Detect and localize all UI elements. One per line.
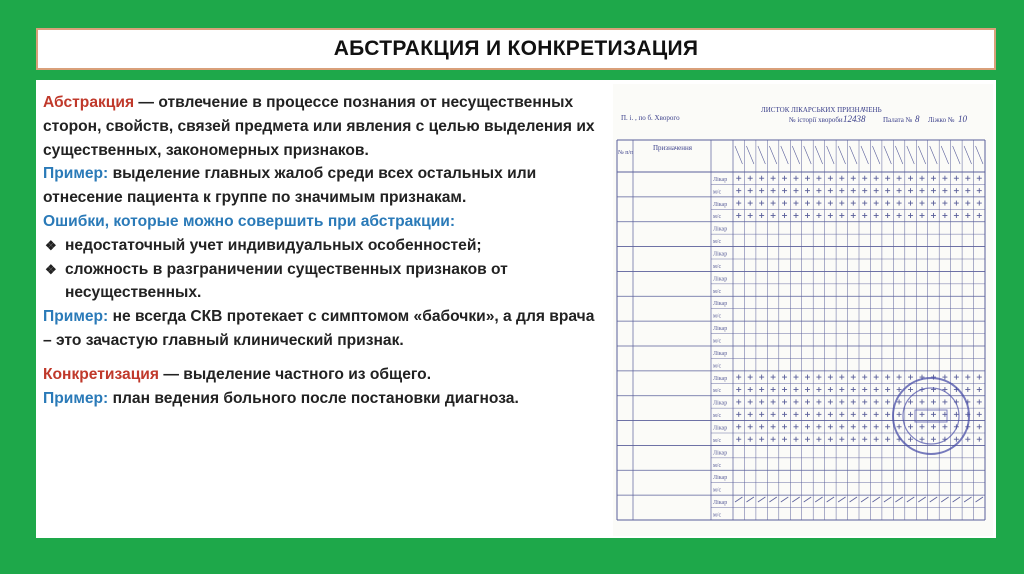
row-label: Лікар bbox=[713, 450, 728, 457]
row-label: м/с bbox=[713, 487, 722, 494]
error-item bbox=[43, 234, 603, 258]
row-label: м/с bbox=[713, 388, 722, 395]
row-label: м/с bbox=[713, 263, 722, 270]
row-label: Лікар bbox=[713, 375, 728, 382]
row-label: Лікар bbox=[713, 201, 728, 208]
row-label: м/с bbox=[713, 437, 722, 444]
row-label: Лікар bbox=[713, 475, 728, 482]
row-label: м/с bbox=[713, 363, 722, 370]
abstraction-term: Абстракция bbox=[43, 94, 135, 111]
abstraction-example-1 bbox=[43, 162, 603, 210]
slide-title: АБСТРАКЦИЯ И КОНКРЕТИЗАЦИЯ bbox=[333, 37, 699, 60]
row-label: м/с bbox=[713, 214, 722, 221]
example-text: не всегда СКВ протекает с симптомом «бабочки», а для врача – это зачастую главный клинический признак. bbox=[43, 308, 595, 349]
doc-history-label: № історії хвороби bbox=[789, 116, 843, 124]
row-label: м/с bbox=[713, 288, 722, 295]
doc-header-title: ЛИСТОК ЛІКАРСЬКИХ ПРИЗНАЧЕНЬ bbox=[761, 106, 882, 114]
row-label: Лікар bbox=[713, 276, 728, 283]
doc-patient-label: П. і. , по б. Хворого bbox=[621, 114, 680, 122]
example-text: план ведения больного после постановки диагноза. bbox=[108, 389, 519, 407]
concretization-definition-text: — выделение частного из общего. bbox=[158, 365, 432, 383]
row-label: Лікар bbox=[713, 350, 728, 357]
doc-bed-number: 10 bbox=[958, 114, 967, 124]
example-label: Пример: bbox=[43, 389, 109, 407]
doc-col-number: № п/п bbox=[618, 150, 634, 156]
doc-history-number: 12438 bbox=[843, 114, 866, 124]
diamond-bullet-icon: ❖ bbox=[45, 237, 57, 253]
title-banner bbox=[36, 28, 996, 70]
abstraction-example-2 bbox=[43, 305, 603, 353]
example-label: Пример: bbox=[43, 165, 109, 183]
doc-ward-label: Палата № bbox=[883, 116, 913, 124]
error-item-text: недостаточный учет индивидуальных особенностей; bbox=[65, 236, 482, 254]
concretization-definition bbox=[43, 363, 603, 387]
row-label: Лікар bbox=[713, 500, 728, 507]
error-item-text: сложность в разграничении существенных признаков от несущественных. bbox=[65, 260, 508, 302]
row-label: Лікар bbox=[713, 400, 728, 407]
errors-heading: Ошибки, которые можно совершить при абстракции: bbox=[43, 212, 456, 230]
abstraction-definition-text: — отвлечение в процессе познания от несущественных сторон, свойств, связей предмета или явления с целью выделения их существенных, закономерных признаков. bbox=[43, 94, 595, 159]
row-label: Лікар bbox=[713, 226, 728, 233]
concretization-example bbox=[43, 387, 603, 411]
doc-bed-label: Ліжко № bbox=[928, 116, 955, 124]
row-label: м/с bbox=[713, 512, 722, 519]
doc-ward-number: 8 bbox=[915, 114, 920, 124]
row-label: м/с bbox=[713, 338, 722, 345]
error-item bbox=[43, 258, 603, 306]
doc-col-prescription: Призначення bbox=[653, 144, 692, 152]
row-label: м/с bbox=[713, 313, 722, 320]
row-label: Лікар bbox=[713, 251, 728, 258]
example-text: выделение главных жалоб среди всех остальных или отнесение пациента к группе по значимым признакам. bbox=[43, 165, 537, 207]
row-label: Лікар bbox=[713, 425, 728, 432]
diamond-bullet-icon: ❖ bbox=[45, 261, 57, 277]
text-column bbox=[43, 91, 603, 410]
row-label: Лікар bbox=[713, 301, 728, 308]
row-label: м/с bbox=[713, 413, 722, 420]
concretization-term: Конкретизация bbox=[43, 365, 159, 383]
prescription-sheet-image bbox=[613, 84, 993, 536]
row-label: м/с bbox=[713, 189, 722, 196]
row-label: Лікар bbox=[713, 326, 728, 333]
content-panel bbox=[36, 80, 996, 538]
abstraction-definition bbox=[43, 91, 603, 162]
row-label: Лікар bbox=[713, 176, 728, 183]
row-label: м/с bbox=[713, 239, 722, 246]
row-label: м/с bbox=[713, 462, 722, 469]
example-label: Пример: bbox=[43, 308, 109, 326]
